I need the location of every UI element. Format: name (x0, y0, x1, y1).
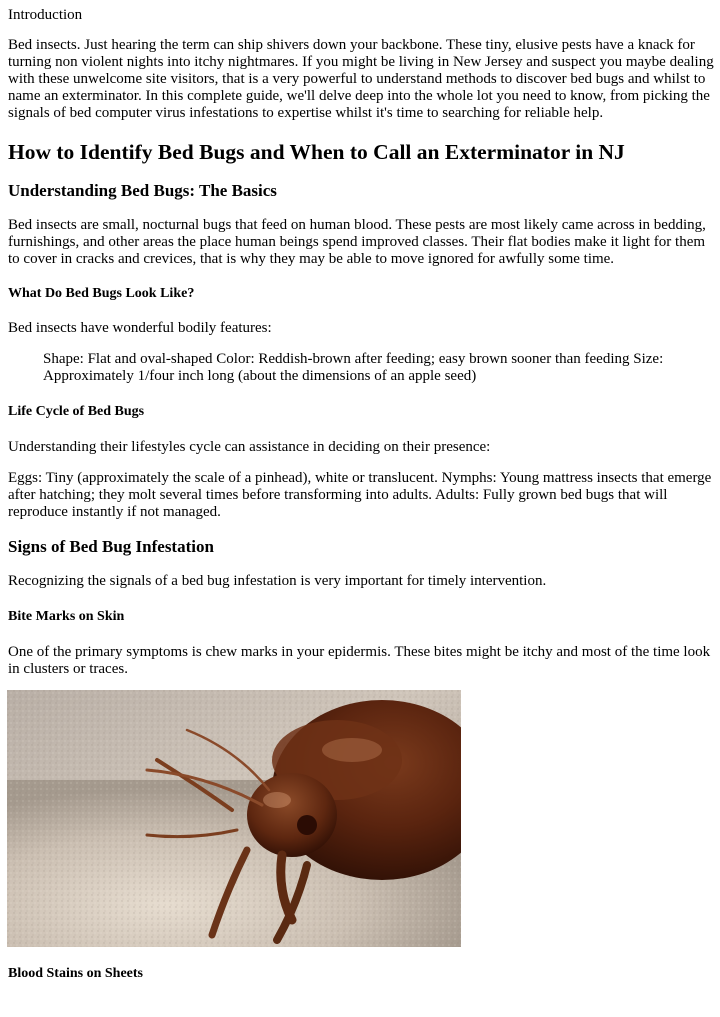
bites-paragraph: One of the primary symptoms is chew marks in your epidermis. These bites might be itchy and most of the time look in clusters or traces. (8, 644, 711, 677)
signs-paragraph: Recognizing the signals of a bed bug infestation is very important for timely intervention. (8, 573, 547, 589)
bed-bug-photo (7, 690, 461, 947)
section-heading-bites: Bite Marks on Skin (8, 609, 125, 624)
look-paragraph: Bed insects have wonderful bodily features: (8, 320, 272, 336)
life-cycle-details: Eggs: Tiny (approximately the scale of a pinhead), white or translucent. Nymphs: Young mattress insects that emerge after hatching; they molt several times before transforming into adults. Adults: Fully grown bed bugs that will reproduce instantly if not managed. (8, 470, 712, 520)
section-heading-life-cycle: Life Cycle of Bed Bugs (8, 404, 145, 419)
page-title: How to Identify Bed Bugs and When to Call an Exterminator in NJ (8, 140, 625, 164)
intro-label: Introduction (8, 7, 83, 23)
section-heading-blood-stains: Blood Stains on Sheets (8, 966, 143, 981)
look-features-blockquote: Shape: Flat and oval-shaped Color: Reddish-brown after feeding; easy brown sooner than feeding Size: Approximately 1/four inch long (about the dimensions of an apple seed) (43, 351, 664, 384)
life-cycle-paragraph: Understanding their lifestyles cycle can assistance in deciding on their presence: (8, 439, 491, 455)
intro-paragraph: Bed insects. Just hearing the term can ship shivers down your backbone. These tiny, elusive pests have a knack for turning non violent nights into itchy nightmares. If you might be living in New Jersey and suspect you maybe dealing with these unwelcome site visitors, that is a very powerful to understand methods to discover bed bugs and whilst to name an exterminator. In this complete guide, we'll delve deep into the whole lot you need to know, from picking the signals of bed computer virus infestations to expertise whilst it's time to searching for reliable help. (8, 37, 714, 121)
section-heading-look: What Do Bed Bugs Look Like? (8, 286, 195, 301)
section-heading-signs: Signs of Bed Bug Infestation (8, 537, 214, 556)
basics-paragraph: Bed insects are small, nocturnal bugs that feed on human blood. These pests are most likely came across in bedding, furnishings, and other areas the place human beings spend improved classes. Their flat bodies make it light for them to cover in cracks and crevices, that is why they may be able to move ignored for awfully some time. (8, 217, 706, 267)
section-heading-basics: Understanding Bed Bugs: The Basics (8, 181, 277, 200)
